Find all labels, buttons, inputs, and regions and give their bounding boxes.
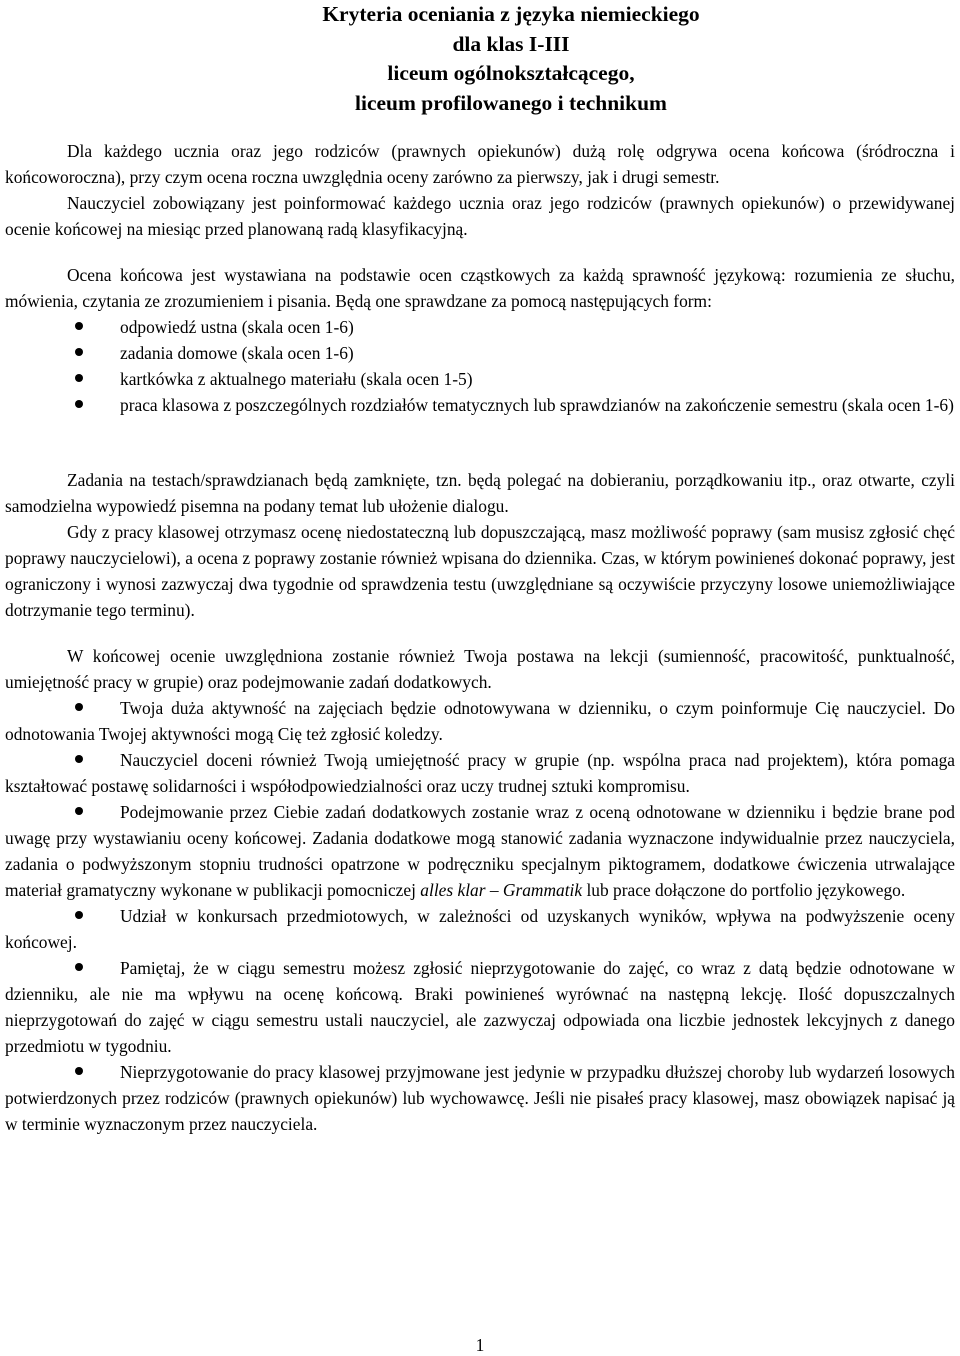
- title-line: liceum ogólnokształcącego,: [387, 61, 635, 85]
- list-item-text: Podejmowanie przez Ciebie zadań dodatkowych zostanie wraz z oceną odnotowane w dzienniku i będzie brane pod uwagę przy wystawianiu oceny końcowej. Zadania dodatkowe mogą stanowić zadania wyznaczone indywidualnie przez nauczyciela, zadania o podwyższonym stopniu trudności opatrzone w podręczniku specjalnym piktogramem, dodatkowe ćwiczenia utrwalające materiał gramatyczny wykonane w publikacji pomocniczej: [5, 802, 955, 900]
- list-item-text: kartkówka z aktualnego materiału (skala ocen 1-5): [120, 369, 473, 389]
- list-item-text: zadania domowe (skala ocen 1-6): [120, 343, 354, 363]
- bullet-icon: [75, 755, 83, 763]
- bullet-icon: [75, 703, 83, 711]
- list-item: [5, 366, 955, 392]
- bullet-icon: [75, 963, 83, 971]
- title-line: Kryteria oceniania z języka niemieckiego: [322, 2, 700, 26]
- list-item: [5, 695, 955, 747]
- list-item: [5, 955, 955, 1059]
- bullet-icon: [75, 348, 83, 356]
- bullet-icon: [75, 807, 83, 815]
- intro-paragraph-teacher: Nauczyciel zobowiązany jest poinformować każdego ucznia oraz jego rodziców (prawnych opiekunów) o przewidywanej ocenie końcowej na miesiąc przed planowaną radą klasyfikacyjną.: [5, 193, 955, 239]
- document-page: [5, 0, 955, 1137]
- title-line: dla klas I-III: [452, 31, 570, 56]
- retake-paragraph: Gdy z pracy klasowej otrzymasz ocenę niedostateczną lub dopuszczającą, masz możliwość poprawy (sam musisz zgłosić chęć poprawy nauczycielowi), a ocena z poprawy zostanie również wpisana do dziennika. Czas, w którym powinieneś dokonać poprawy, jest ograniczony i wynosi zazwyczaj dwa tygodnie od sprawdzenia testu (uwzględniane są oczywiście przyczyny losowe uniemożliwiające dotrzymanie tego terminu).: [5, 522, 955, 620]
- list-item: [5, 392, 955, 418]
- bullet-icon: [75, 374, 83, 382]
- attitude-paragraph: W końcowej ocenie uwzględniona zostanie również Twoja postawa na lekcji (sumienność, pracowitość, punktualność, umiejętność pracy w grupie) oraz podejmowanie zadań dodatkowych.: [5, 646, 955, 692]
- list-item: [5, 903, 955, 955]
- intro-paragraph: Dla każdego ucznia oraz jego rodziców (prawnych opiekunów) dużą rolę odgrywa ocena końcowa (śródroczna i końcoworoczna), przy czym ocena roczna uwzględnia oceny zarówno za pierwszy, jak i drugi semestr.: [5, 141, 955, 187]
- list-item-text: Udział w konkursach przedmiotowych, w zależności od uzyskanych wyników, wpływa na podwyższenie oceny końcowej.: [5, 906, 955, 952]
- bullet-icon: [75, 322, 83, 330]
- assessment-paragraph: Ocena końcowa jest wystawiana na podstawie ocen cząstkowych za każdą sprawność językową: rozumienia ze słuchu, mówienia, czytania ze zrozumieniem i pisania. Będą one sprawdzane za pomocą następujących form:: [5, 265, 955, 311]
- page-number: 1: [475, 1335, 485, 1355]
- list-item-text: Twoja duża aktywność na zajęciach będzie odnotowywana w dzienniku, o czym poinformuje Cię nauczyciel. Do odnotowania Twojej aktywności mogą Cię też zgłosić koledzy.: [5, 698, 955, 744]
- list-item: [5, 1059, 955, 1137]
- list-item-text: Nauczyciel doceni również Twoją umiejętność pracy w grupie (np. wspólna praca nad projektem), która pomaga kształtować postawę solidarności i współodpowiedzialności oraz uczy trudnej sztuki kompromisu.: [5, 750, 955, 796]
- bullet-icon: [75, 400, 83, 408]
- list-item-text: Pamiętaj, że w ciągu semestru możesz zgłosić nieprzygotowanie do zajęć, co wraz z datą będzie odnotowane w dzienniku, ale nie ma wpływu na ocenę końcową. Braki powinieneś wyrównać na następną lekcję. Ilość dopuszczalnych nieprzygotowań do zajęć w ciągu semestru ustali nauczyciel, ale zazwyczaj odpowiada ona liczbie jednostek lekcyjnych z danego przedmiotu w tygodniu.: [5, 958, 955, 1056]
- tests-paragraph: Zadania na testach/sprawdzianach będą zamknięte, tzn. będą polegać na dobieraniu, porządkowaniu itp., oraz otwarte, czyli samodzielna wypowiedź pisemna na podany temat lub ułożenie dialogu.: [5, 470, 955, 516]
- document-title: [5, 0, 955, 118]
- list-item-text: odpowiedź ustna (skala ocen 1-6): [120, 317, 354, 337]
- list-item-text: praca klasowa z poszczególnych rozdziałów tematycznych lub sprawdzianów na zakończenie semestru (skala ocen 1-6): [120, 395, 954, 415]
- list-item: [5, 747, 955, 799]
- list-item-text: lub prace dołączone do portfolio językowego.: [582, 880, 906, 900]
- publication-title: alles klar – Grammatik: [420, 880, 583, 900]
- bullet-icon: [75, 1067, 83, 1075]
- list-item: [5, 799, 955, 903]
- list-item: [5, 314, 955, 340]
- list-item-text: Nieprzygotowanie do pracy klasowej przyjmowane jest jedynie w przypadku dłuższej choroby lub wydarzeń losowych potwierdzonych przez rodziców (prawnych opiekunów) lub wychowawcę. Jeśli nie pisałeś pracy klasowej, masz obowiązek napisać ją w terminie wyznaczonym przez nauczyciela.: [5, 1062, 955, 1134]
- list-item: [5, 340, 955, 366]
- title-line: liceum profilowanego i technikum: [355, 90, 667, 115]
- bullet-icon: [75, 911, 83, 919]
